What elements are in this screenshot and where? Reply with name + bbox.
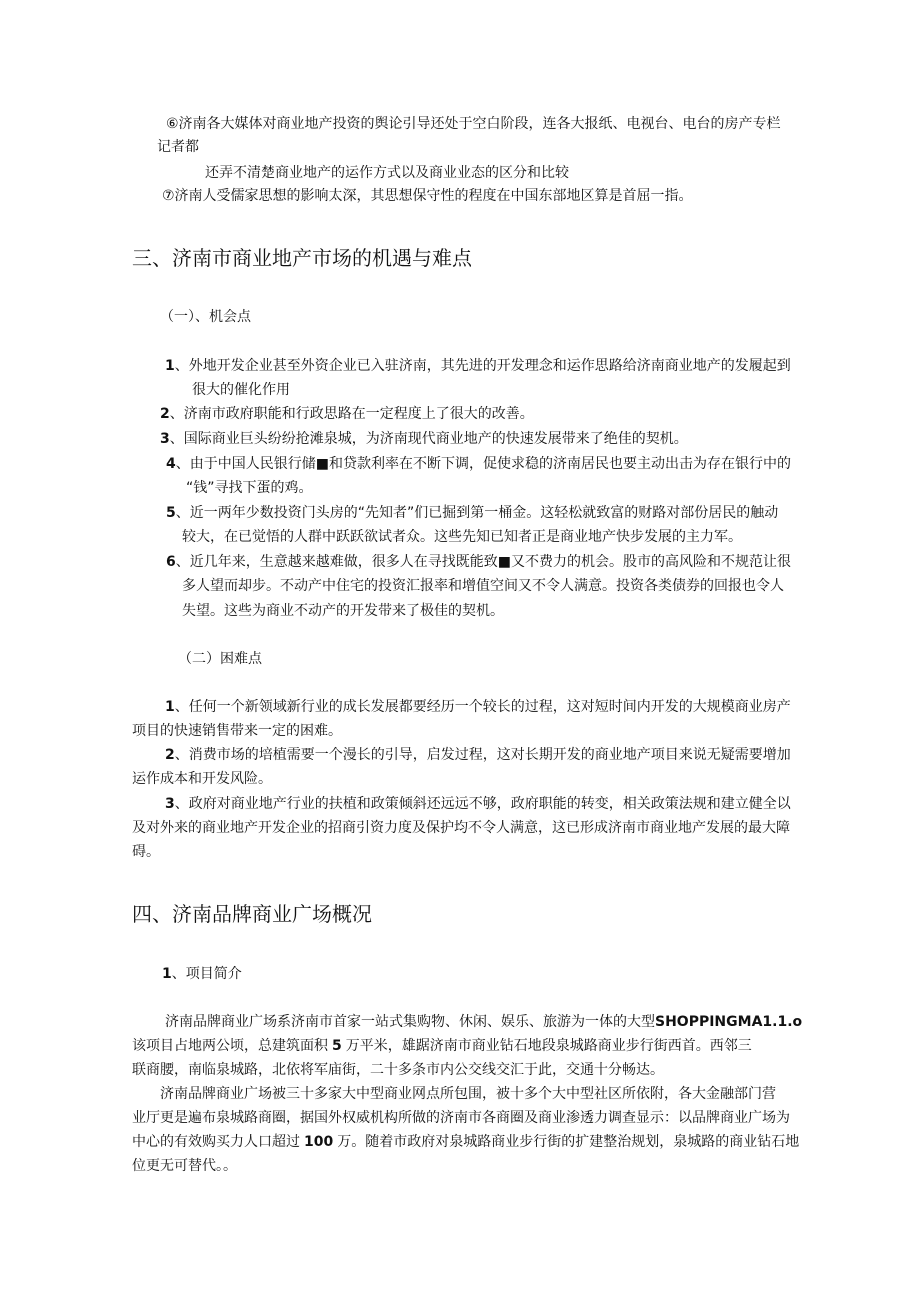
item-number: 4 [166,456,176,472]
item-text: 、国际商业巨头纷纷抢滩泉城，为济南现代商业地产的快速发展带来了绝佳的契机。 [169,431,688,447]
para2-line4: 位更无可替代。。 [132,1158,237,1174]
item-text-cont: 及对外来的商业地产开发企业的招商引资力度及保护均不令人满意，这已形成济南市商业地产发展的最大障 [132,820,790,836]
item-number: 2 [160,406,170,422]
item-text: 、项目简介 [171,966,242,982]
project-intro-title [162,965,242,983]
section-3-heading: 三、济南市商业地产市场的机遇与难点 [132,246,472,270]
item-number: 1 [162,966,172,982]
item-text: 、消费市场的培植需要一个漫长的引导，启发过程，这对长期开发的商业地产项目来说无疑需要增加 [174,747,791,763]
difficulties-title: （二）困难点 [178,651,262,667]
item-number: 3 [160,431,170,447]
text-run: 济南品牌商业广场系济南市首家一站式集购物、休闲、娱乐、旅游为一体的大型 [165,1014,655,1030]
item-text: 、政府对商业地产行业的扶植和政策倾斜还远远不够，政府职能的转变，相关政策法规和建立健全以 [174,796,791,812]
item-text-cont: 碍。 [132,844,160,860]
item-text-cont: 多人望而却步。不动产中住宅的投资汇报率和增值空间又不令人满意。投资各类债券的回报也令人 [182,578,784,594]
text-run-bold: SHOPPINGMA1.1.o [655,1014,803,1030]
para1-line1 [165,1013,802,1031]
text-run-bold: 100 [304,1134,334,1150]
item-number: 6 [166,554,176,570]
item-text: 、近几年来，生意越来越难做，很多人在寻找既能致■又不费力的机会。股市的高风险和不规范让很 [175,554,791,570]
item-6-line-3: 还弄不清楚商业地产的运作方式以及商业业态的区分和比较 [205,165,569,181]
item-text: 、任何一个新领域新行业的成长发展都要经历一个较长的过程，这对短时间内开发的大规模商业房产 [174,699,791,715]
item-text: 、由于中国人民银行储■和贷款利率在不断下调，促使求稳的济南居民也要主动出击为存在银行中的 [175,456,791,472]
text-run: 该项目占地两公顷，总建筑面积 [132,1038,328,1054]
opportunities-title: （一）、机会点 [160,309,251,325]
text-run: 万。随着市政府对泉城路商业步行街的扩建整治规划，泉城路的商业钻石地 [337,1134,800,1150]
item-6-line-1: ⑥济南各大媒体对商业地产投资的舆论引导还处于空白阶段，连各大报纸、电视台、电台的房产专栏 [166,116,781,132]
section-4-heading: 四、济南品牌商业广场概况 [132,902,372,926]
text-run-bold: 5 [332,1038,342,1054]
para1-line2 [132,1037,752,1055]
item-text-cont: “钱”寻找下蛋的鸡。 [186,480,313,496]
text-run: 万平米，雄踞济南市商业钻石地段泉城路商业步行街西首。西邻三 [345,1038,752,1054]
item-text-cont: 较大，在已觉悟的人群中跃跃欲试者众。这些先知已知者正是商业地产快步发展的主力军。 [182,529,742,545]
text-run: 中心的有效购买力人口超过 [132,1134,300,1150]
item-6-line-2: 记者都 [157,139,199,155]
item-text: 、济南市政府职能和行政思路在一定程度上了很大的改善。 [169,406,534,422]
item-number: 1 [165,358,175,374]
item-number: 2 [165,747,175,763]
item-text-cont: 失望。这些为商业不动产的开发带来了极佳的契机。 [182,603,504,619]
para1-line3: 联商腰，南临泉城路，北依将军庙街，二十多条市内公交线交汇于此，交通十分畅达。 [132,1062,664,1078]
item-number: 1 [165,699,175,715]
item-7: ⑦济南人受儒家思想的影响太深，其思想保守性的程度在中国东部地区算是首屈一指。 [162,188,693,204]
item-number: 5 [166,505,176,521]
para2-line1: 济南品牌商业广场被三十多家大中型商业网点所包围，被十多个大中型社区所依附，各大金融部门营 [160,1086,776,1102]
para2-line3 [132,1133,799,1151]
item-text-cont: 运作成本和开发风险。 [132,771,272,787]
item-text: 、外地开发企业甚至外资企业已入驻济南，其先进的开发理念和运作思路给济南商业地产的发履起到 [174,358,791,374]
para2-line2: 业厅更是遍布泉城路商圈，据国外权威机构所做的济南市各商圈及商业渗透力调查显示：以品牌商业广场为 [132,1110,790,1126]
item-text-cont: 项目的快速销售带来一定的困难。 [132,723,342,739]
item-text-cont: 很大的催化作用 [192,382,290,398]
item-text: 、近一两年少数投资门头房的“先知者”们已掘到第一桶金。这轻松就致富的财路对部份居民的触动 [175,505,779,521]
item-number: 3 [165,796,175,812]
